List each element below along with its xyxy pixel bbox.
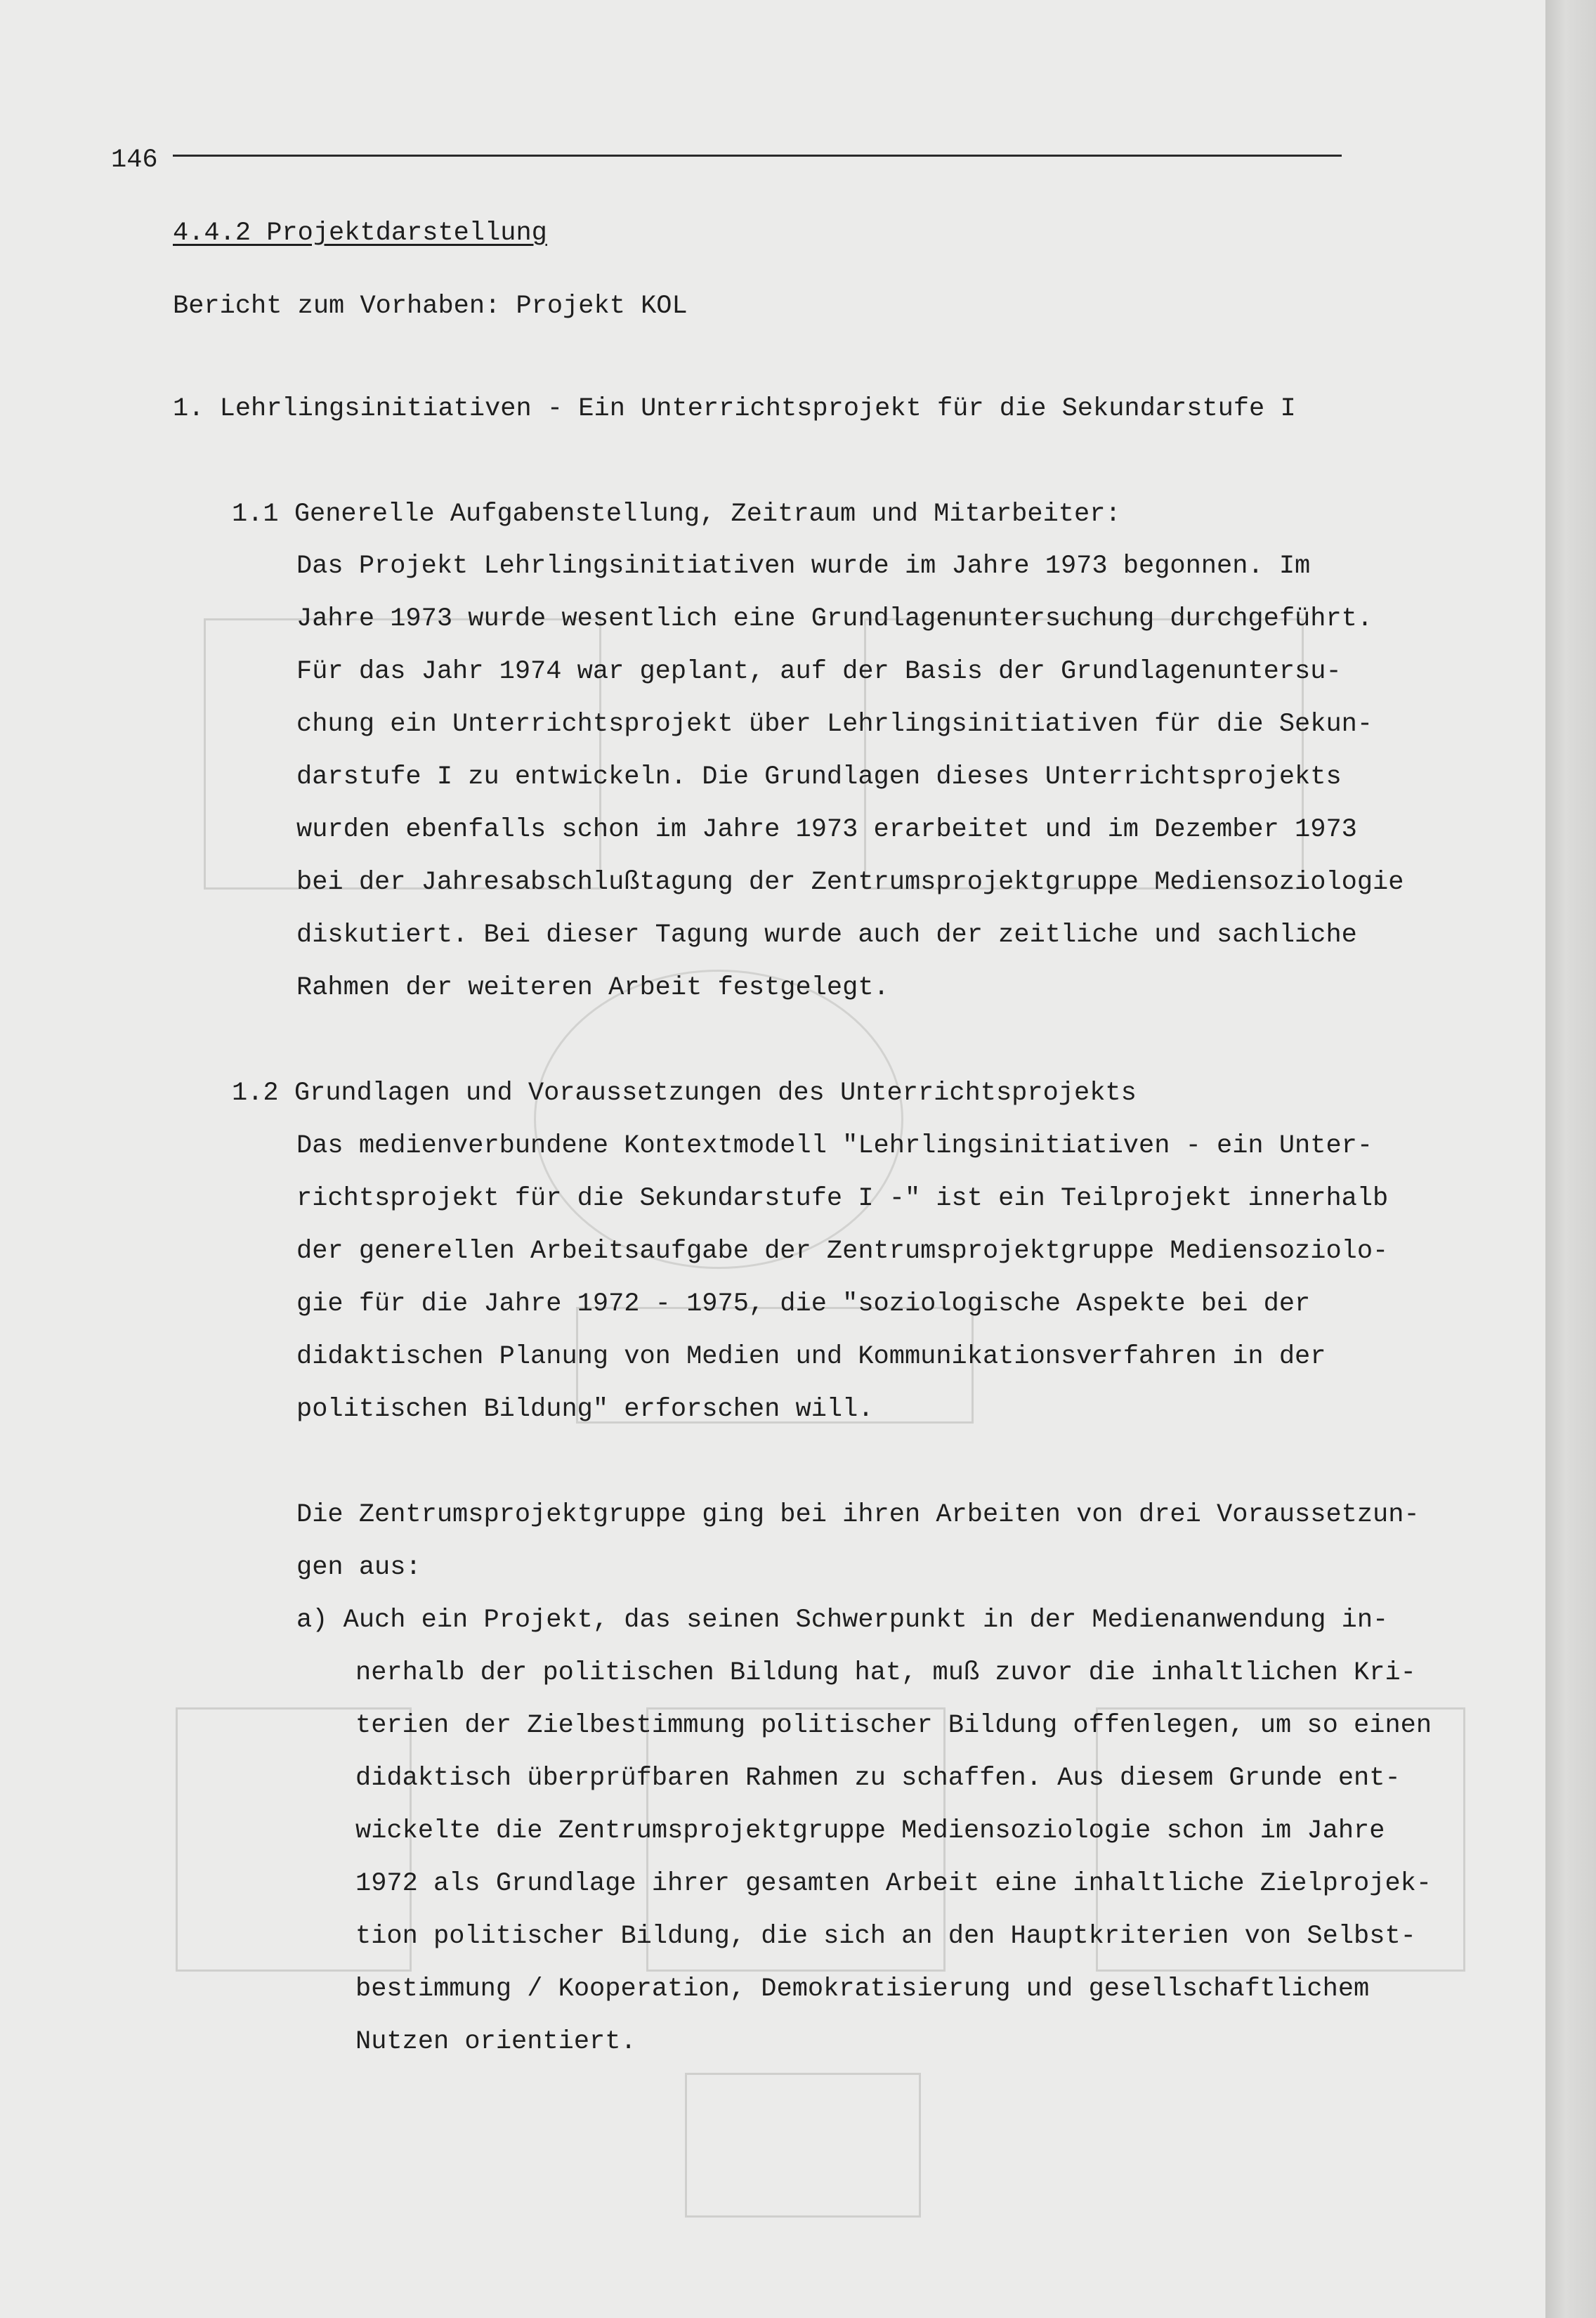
text-line: didaktisch überprüfbaren Rahmen zu schaffen. Aus diesem Grunde ent-: [355, 1764, 1401, 1793]
text-line: Rahmen der weiteren Arbeit festgelegt.: [296, 973, 889, 1003]
text-line: nerhalb der politischen Bildung hat, muß zuvor die inhaltlichen Kri-: [355, 1658, 1416, 1688]
header-rule: [173, 155, 1342, 157]
text-line: Das Projekt Lehrlingsinitiativen wurde im Jahre 1973 begonnen. Im: [296, 552, 1311, 581]
text-line: Jahre 1973 wurde wesentlich eine Grundlagenuntersuchung durchgeführt.: [296, 604, 1373, 634]
text-line: darstufe I zu entwickeln. Die Grundlagen dieses Unterrichtsprojekts: [296, 762, 1342, 792]
page-edge: [1545, 0, 1596, 2318]
text-line: Die Zentrumsprojektgruppe ging bei ihren Arbeiten von drei Voraussetzun-: [296, 1500, 1420, 1530]
text-line: tion politischer Bildung, die sich an den Hauptkriterien von Selbst-: [355, 1922, 1416, 1951]
text-line: diskutiert. Bei dieser Tagung wurde auch der zeitliche und sachliche: [296, 920, 1357, 950]
text-line: wurden ebenfalls schon im Jahre 1973 erarbeitet und im Dezember 1973: [296, 815, 1357, 845]
item1-heading: 1. Lehrlingsinitiativen - Ein Unterrichtsprojekt für die Sekundarstufe I: [173, 394, 1296, 424]
text-line: 1972 als Grundlage ihrer gesamten Arbeit eine inhaltliche Zielprojek-: [355, 1869, 1432, 1899]
text-line: wickelte die Zentrumsprojektgruppe Mediensoziologie schon im Jahre: [355, 1816, 1385, 1846]
item-a-first-line: a) Auch ein Projekt, das seinen Schwerpunkt in der Medienanwendung in-: [296, 1606, 1389, 1635]
text-line: bestimmung / Kooperation, Demokratisierung und gesellschaftlichem: [355, 1974, 1370, 2004]
text-line: terien der Zielbestimmung politischer Bildung offenlegen, um so einen: [355, 1711, 1432, 1740]
item1-1-heading: 1.1 Generelle Aufgabenstellung, Zeitraum und Mitarbeiter:: [232, 500, 1121, 529]
report-title: Bericht zum Vorhaben: Projekt KOL: [173, 292, 688, 321]
text-line: didaktischen Planung von Medien und Kommunikationsverfahren in der: [296, 1342, 1326, 1372]
text-line: Für das Jahr 1974 war geplant, auf der Basis der Grundlagenuntersu-: [296, 657, 1342, 686]
text-line: gen aus:: [296, 1553, 421, 1582]
section-heading: 4.4.2 Projektdarstellung: [173, 219, 547, 248]
text-line: Nutzen orientiert.: [355, 2027, 636, 2057]
text-line: politischen Bildung" erforschen will.: [296, 1395, 874, 1424]
text-line: der generellen Arbeitsaufgabe der Zentrumsprojektgruppe Mediensoziolo-: [296, 1237, 1389, 1266]
text-line: bei der Jahresabschlußtagung der Zentrumsprojektgruppe Mediensoziologie: [296, 868, 1404, 897]
text-line: Das medienverbundene Kontextmodell "Lehrlingsinitiativen - ein Unter-: [296, 1131, 1373, 1161]
item1-2-heading: 1.2 Grundlagen und Voraussetzungen des Unterrichtsprojekts: [232, 1079, 1137, 1108]
text-line: gie für die Jahre 1972 - 1975, die "soziologische Aspekte bei der: [296, 1289, 1311, 1319]
page-number: 146: [111, 145, 158, 175]
text-line: chung ein Unterrichtsprojekt über Lehrlingsinitiativen für die Sekun-: [296, 710, 1373, 739]
text-line: richtsprojekt für die Sekundarstufe I -" ist ein Teilprojekt innerhalb: [296, 1184, 1389, 1213]
